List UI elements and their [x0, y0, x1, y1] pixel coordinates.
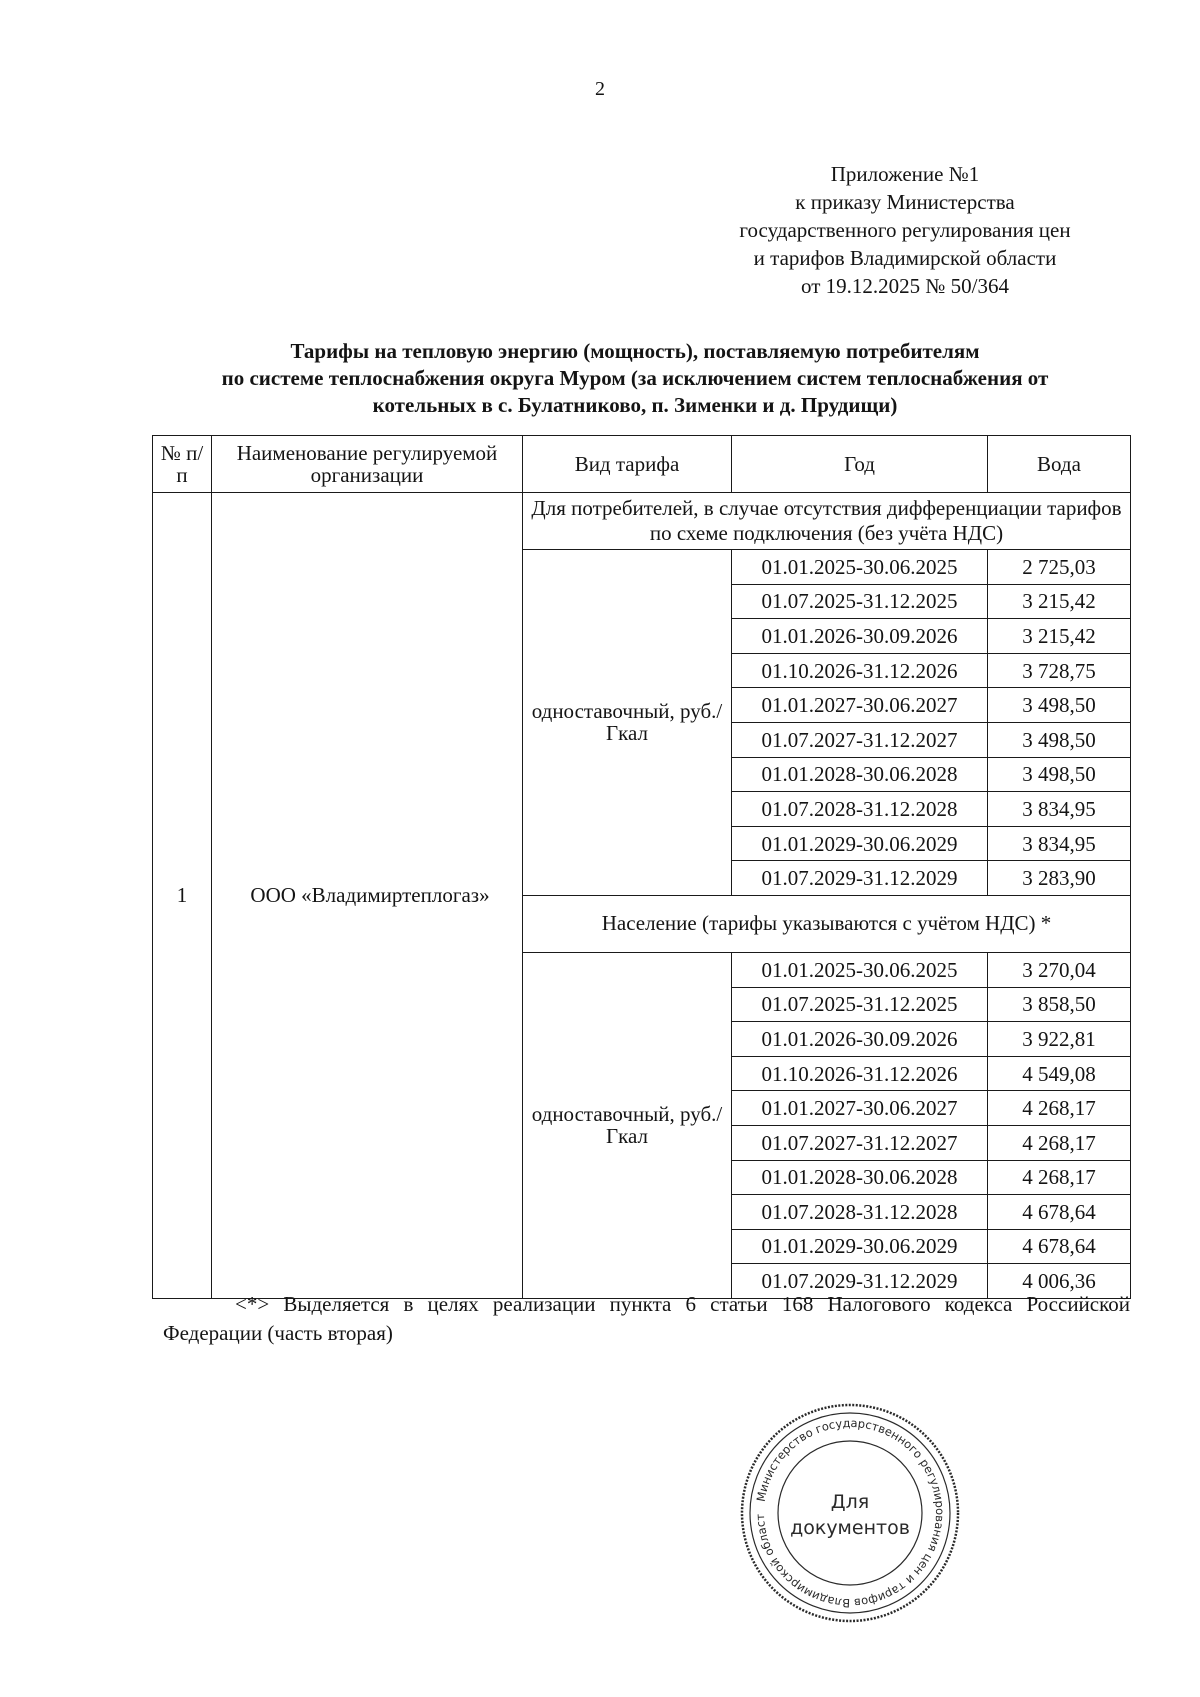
- period-cell: 01.07.2029-31.12.2029: [732, 861, 988, 896]
- period-cell: 01.07.2027-31.12.2027: [732, 1125, 988, 1160]
- header-tariff-type: Вид тарифа: [523, 436, 732, 493]
- appendix-block: [660, 160, 1150, 300]
- value-cell: 3 728,75: [988, 653, 1131, 688]
- stamp-inner-ring: [778, 1441, 922, 1585]
- value-cell: 4 006,36: [988, 1264, 1131, 1299]
- page-number: 2: [595, 78, 605, 100]
- period-cell: 01.01.2028-30.06.2028: [732, 757, 988, 792]
- period-cell: 01.01.2029-30.06.2029: [732, 1229, 988, 1264]
- official-stamp: [735, 1398, 965, 1628]
- organization-name: ООО «Владимиртеплогаз»: [212, 493, 523, 1299]
- value-cell: 3 498,50: [988, 757, 1131, 792]
- value-cell: 4 678,64: [988, 1229, 1131, 1264]
- value-cell: 4 268,17: [988, 1091, 1131, 1126]
- title-line: Тарифы на тепловую энергию (мощность), поставляемую потребителям: [290, 339, 980, 363]
- value-cell: 3 498,50: [988, 722, 1131, 757]
- appendix-line: государственного регулирования цен: [739, 218, 1071, 242]
- group-heading: Для потребителей, в случае отсутствия дифференциации тарифов по схеме подключения (без учёта НДС): [523, 493, 1131, 550]
- value-cell: 3 834,95: [988, 792, 1131, 827]
- stamp-center-line: Для: [830, 1491, 870, 1513]
- period-cell: 01.01.2026-30.09.2026: [732, 1022, 988, 1057]
- tariff-table: [152, 435, 1131, 1299]
- group-heading: Население (тарифы указываются с учётом НДС) *: [523, 895, 1131, 952]
- period-cell: 01.01.2028-30.06.2028: [732, 1160, 988, 1195]
- period-cell: 01.01.2025-30.06.2025: [732, 550, 988, 585]
- period-cell: 01.07.2025-31.12.2025: [732, 987, 988, 1022]
- value-cell: 4 678,64: [988, 1195, 1131, 1230]
- period-cell: 01.01.2027-30.06.2027: [732, 1091, 988, 1126]
- header-year: Год: [732, 436, 988, 493]
- tariff-type: одноставочный, руб./Гкал: [523, 952, 732, 1298]
- appendix-line: от 19.12.2025 № 50/364: [800, 274, 1010, 298]
- value-cell: 4 549,08: [988, 1056, 1131, 1091]
- stamp-ring-text: Министерство государственного регулирования цен и тарифов Владимирской област: [752, 1415, 948, 1611]
- value-cell: 4 268,17: [988, 1160, 1131, 1195]
- value-cell: 3 834,95: [988, 826, 1131, 861]
- table-header-row: [153, 436, 1131, 493]
- value-cell: 4 268,17: [988, 1125, 1131, 1160]
- period-cell: 01.10.2026-31.12.2026: [732, 1056, 988, 1091]
- appendix-line: Приложение №1: [830, 162, 980, 186]
- period-cell: 01.07.2029-31.12.2029: [732, 1264, 988, 1299]
- period-cell: 01.01.2029-30.06.2029: [732, 826, 988, 861]
- title-line: по системе теплоснабжения округа Муром (за исключением систем теплоснабжения от: [221, 366, 1049, 390]
- period-cell: 01.07.2028-31.12.2028: [732, 1195, 988, 1230]
- value-cell: 3 215,42: [988, 584, 1131, 619]
- period-cell: 01.10.2026-31.12.2026: [732, 653, 988, 688]
- footnote: <*> Выделяется в целях реализации пункта 6 статьи 168 Налогового кодекса Российской Федерации (часть вторая): [163, 1292, 1130, 1345]
- value-cell: 3 922,81: [988, 1022, 1131, 1057]
- title-line: котельных в с. Булатниково, п. Зименки и д. Прудищи): [372, 393, 898, 417]
- header-organization: Наименование регулируемой организации: [212, 436, 523, 493]
- table-body: [153, 493, 1131, 1299]
- value-cell: 3 270,04: [988, 952, 1131, 987]
- appendix-line: и тарифов Владимирской области: [753, 246, 1057, 270]
- header-water: Вода: [988, 436, 1131, 493]
- group-heading-row: [153, 493, 1131, 550]
- header-num: № п/п: [153, 436, 212, 493]
- row-number: 1: [153, 493, 212, 1299]
- stamp-graphic: [735, 1398, 965, 1628]
- value-cell: 3 215,42: [988, 619, 1131, 654]
- tariff-type: одноставочный, руб./Гкал: [523, 550, 732, 896]
- period-cell: 01.07.2025-31.12.2025: [732, 584, 988, 619]
- stamp-outer-ring: [742, 1405, 958, 1621]
- stamp-ring-2: [750, 1413, 950, 1613]
- period-cell: 01.07.2028-31.12.2028: [732, 792, 988, 827]
- value-cell: 3 858,50: [988, 987, 1131, 1022]
- document-title: [150, 338, 1120, 419]
- value-cell: 3 283,90: [988, 861, 1131, 896]
- stamp-center-line: документов: [790, 1517, 910, 1539]
- period-cell: 01.01.2026-30.09.2026: [732, 619, 988, 654]
- period-cell: 01.07.2027-31.12.2027: [732, 722, 988, 757]
- appendix-line: к приказу Министерства: [795, 190, 1015, 214]
- value-cell: 2 725,03: [988, 550, 1131, 585]
- period-cell: 01.01.2025-30.06.2025: [732, 952, 988, 987]
- period-cell: 01.01.2027-30.06.2027: [732, 688, 988, 723]
- value-cell: 3 498,50: [988, 688, 1131, 723]
